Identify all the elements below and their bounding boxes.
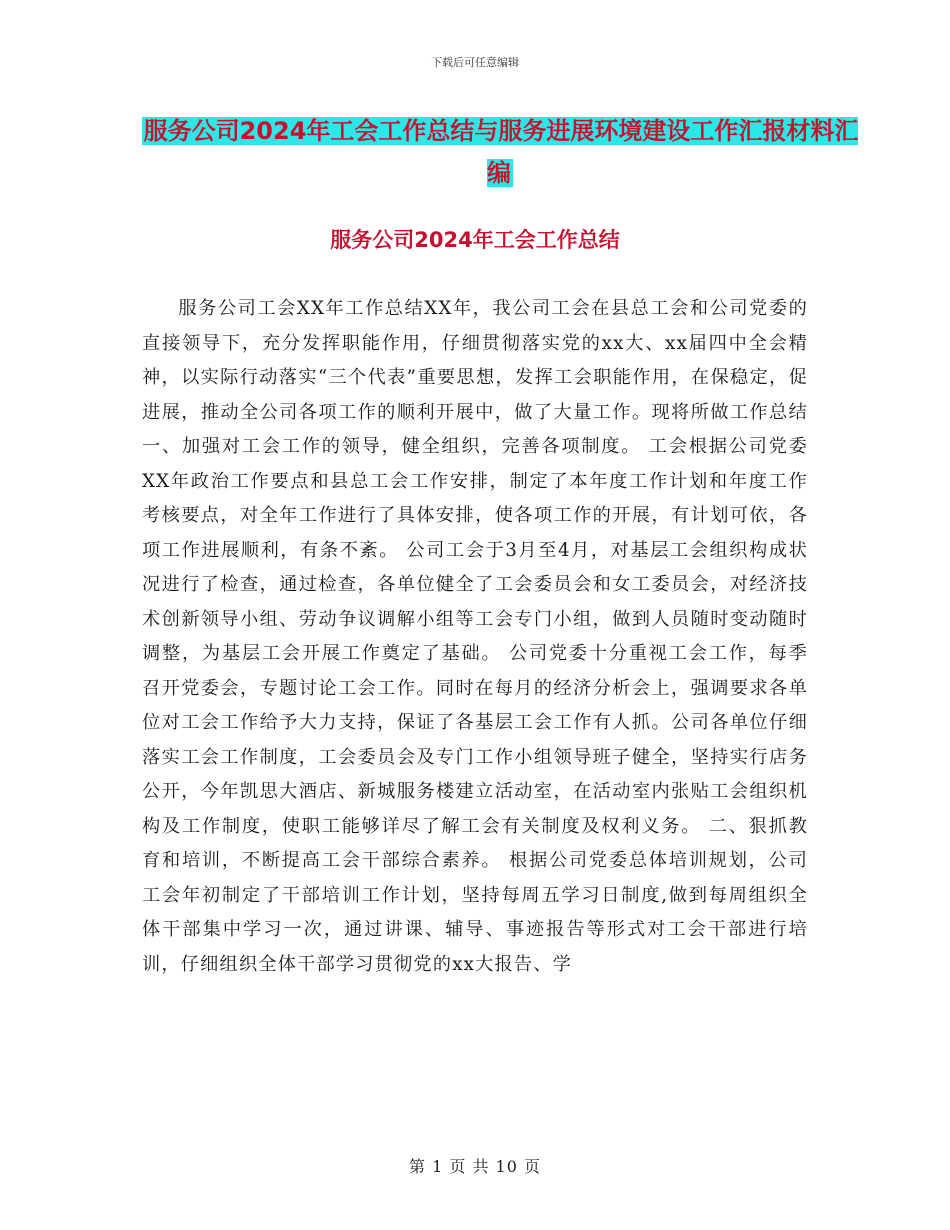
page-header-note: 下载后可任意编辑 — [431, 56, 519, 69]
document-body — [142, 292, 808, 982]
document-title-text: 服务公司2024年工会工作总结与服务进展环境建设工作汇报材料汇编 — [143, 117, 859, 187]
document-title — [140, 110, 860, 194]
page-footer: 第 1 页 共 10 页 — [409, 1157, 541, 1176]
body-paragraph: 服务公司工会XX年工作总结XX年，我公司工会在县总工会和公司党委的直接领导下，充分发挥职能作用，仔细贯彻落实党的xx大、xx届四中全会精神，以实际行动落实“三个代表”重要思想，发挥工会职能作用，在保稳定，促进展，推动全公司各项工作的顺利开展中，做了大量工作。现将所做工作总结 一、加强对工会工作的领导，健全组织，完善各项制度。 工会根据公司党委XX年政治工作要点和县总工会工作安排，制定了本年度工作计划和年度工作考核要点，对全年工作进行了具体安排，使各项工作的开展，有计划可依，各项工作进展顺利，有条不紊。 公司工会于3月至4月，对基层工会组织构成状况进行了检查，通过检查，各单位健全了工会委员会和女工委员会，对经济技术创新领导小组、劳动争议调解小组等工会专门小组，做到人员随时变动随时调整，为基层工会开展工作奠定了基础。 公司党委十分重视工会工作，每季召开党委会，专题讨论工会工作。同时在每月的经济分析会上，强调要求各单位对工会工作给予大力支持，保证了各基层工会工作有人抓。公司各单位仔细落实工会工作制度，工会委员会及专门工作小组领导班子健全，坚持实行店务公开，今年凯思大酒店、新城服务楼建立活动室，在活动室内张贴工会组织机构及工作制度，使职工能够详尽了解工会有关制度及权利义务。 二、狠抓教育和培训，不断提高工会干部综合素养。 根据公司党委总体培训规划，公司工会年初制定了干部培训工作计划，坚持每周五学习日制度,做到每周组织全体干部集中学习一次，通过讲课、辅导、事迹报告等形式对工会干部进行培训，仔细组织全体干部学习贯彻党的xx大报告、学 — [142, 298, 808, 975]
section-title: 服务公司2024年工会工作总结 — [330, 228, 620, 252]
